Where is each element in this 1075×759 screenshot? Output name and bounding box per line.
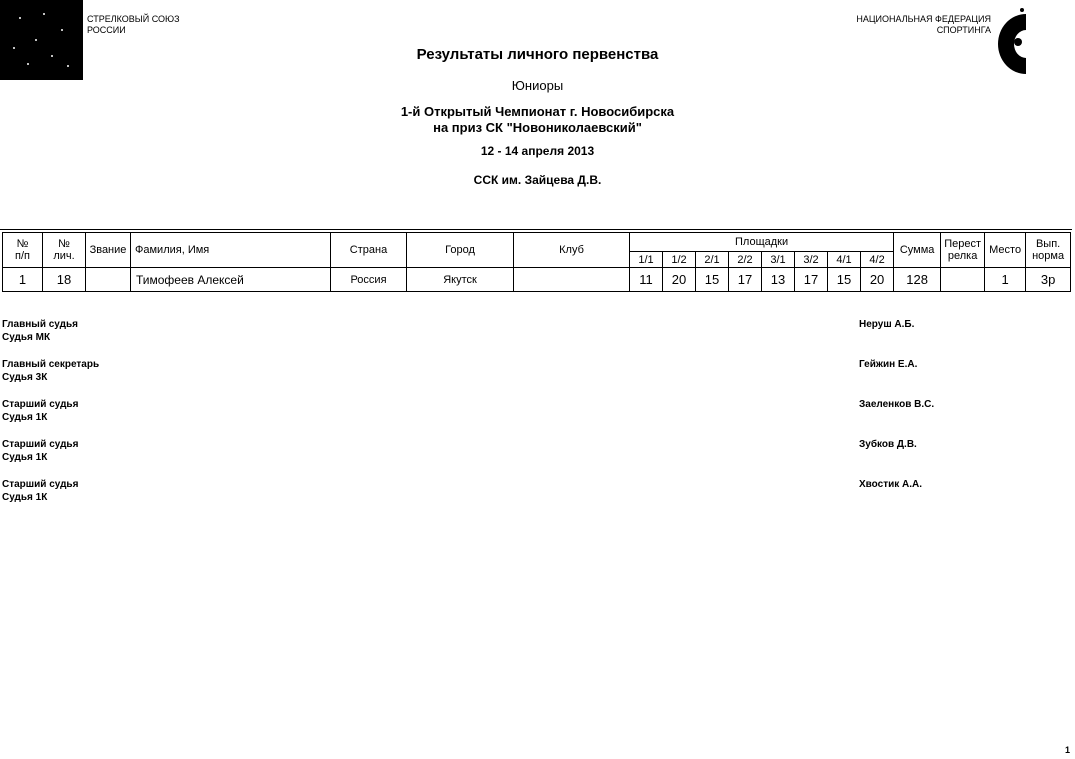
header-ranges: Площадки xyxy=(630,233,894,252)
table-row xyxy=(3,268,1071,292)
official-role: Старший судья xyxy=(2,479,79,490)
header-range-4-1: 4/1 xyxy=(828,252,861,268)
official-person: Хвостик А.А. xyxy=(859,479,923,490)
header-range-2-2: 2/2 xyxy=(729,252,762,268)
table-top-rule xyxy=(0,229,1072,230)
official-person: Неруш А.Б. xyxy=(859,319,915,330)
official-person: Заеленков В.С. xyxy=(859,399,935,410)
header-num-line-1: № xyxy=(16,238,29,250)
header-rank: Звание xyxy=(86,233,131,268)
header-norm-line-1: Вып. xyxy=(1035,238,1061,250)
header-shootoff-line-2: релка xyxy=(947,250,978,262)
header-id-line-1: № xyxy=(58,238,70,250)
event-dates: 12 - 14 апреля 2013 xyxy=(480,144,595,158)
official-category: Судья МК xyxy=(2,332,51,343)
officials-list xyxy=(2,318,1002,518)
official-role: Главный секретарь xyxy=(2,359,100,370)
event-name xyxy=(0,104,1075,136)
org-right-name xyxy=(830,14,991,36)
cell-club xyxy=(514,268,630,292)
official-person: Зубков Д.В. xyxy=(859,439,917,450)
header-shootoff-line-1: Перест xyxy=(944,238,982,250)
page-number: 1 xyxy=(1064,745,1070,755)
cell-rank xyxy=(86,268,131,292)
official-person: Гейжин Е.А. xyxy=(859,359,918,370)
cell-score-3-2: 17 xyxy=(795,268,828,292)
cell-score-4-1: 15 xyxy=(828,268,861,292)
org-left-line-2: РОССИИ xyxy=(87,25,126,35)
org-left-line-1: СТРЕЛКОВЫЙ СОЮЗ xyxy=(87,14,180,24)
official-entry xyxy=(2,318,1002,358)
cell-country: Россия xyxy=(331,268,407,292)
cell-norm: 3р xyxy=(1026,268,1071,292)
official-role: Старший судья xyxy=(2,399,79,410)
official-entry xyxy=(2,398,1002,438)
official-entry xyxy=(2,438,1002,478)
header-range-2-1: 2/1 xyxy=(696,252,729,268)
official-role: Главный судья xyxy=(2,319,78,330)
cell-total: 128 xyxy=(894,268,941,292)
page-title: Результаты личного первенства xyxy=(416,46,659,63)
official-entry xyxy=(2,358,1002,398)
header-range-1-2: 1/2 xyxy=(663,252,696,268)
cell-score-1-2: 20 xyxy=(663,268,696,292)
header-range-4-2: 4/2 xyxy=(861,252,894,268)
cell-score-4-2: 20 xyxy=(861,268,894,292)
cell-city: Якутск xyxy=(407,268,514,292)
header-total: Сумма xyxy=(894,233,941,268)
cell-name: Тимофеев Алексей xyxy=(131,268,331,292)
header-name: Фамилия, Имя xyxy=(131,233,331,268)
header-num xyxy=(3,233,43,268)
header-club: Клуб xyxy=(514,233,630,268)
cell-score-2-1: 15 xyxy=(696,268,729,292)
header-norm xyxy=(1026,233,1071,268)
header-norm-line-2: норма xyxy=(1032,250,1065,262)
header-city: Город xyxy=(407,233,514,268)
official-category: Судья 1К xyxy=(2,492,48,503)
header-place: Место xyxy=(985,233,1026,268)
event-venue: ССК им. Зайцева Д.В. xyxy=(473,173,602,187)
header-id xyxy=(43,233,86,268)
org-right-line-2: СПОРТИНГА xyxy=(936,25,991,35)
cell-shootoff xyxy=(941,268,985,292)
cell-score-2-2: 17 xyxy=(729,268,762,292)
cell-score-3-1: 13 xyxy=(762,268,795,292)
header-shootoff xyxy=(941,233,985,268)
cell-id: 18 xyxy=(43,268,86,292)
header-range-3-1: 3/1 xyxy=(762,252,795,268)
official-category: Судья 3К xyxy=(2,372,48,383)
org-left-name xyxy=(87,14,180,36)
official-category: Судья 1К xyxy=(2,412,48,423)
results-table xyxy=(2,232,1071,292)
header-range-3-2: 3/2 xyxy=(795,252,828,268)
header-num-line-2: п/п xyxy=(15,250,30,262)
official-entry xyxy=(2,478,1002,518)
cell-place: 1 xyxy=(985,268,1026,292)
sporting-federation-logo xyxy=(996,6,1026,76)
cell-score-1-1: 11 xyxy=(630,268,663,292)
official-role: Старший судья xyxy=(2,439,79,450)
org-right-line-1: НАЦИОНАЛЬНАЯ ФЕДЕРАЦИЯ xyxy=(856,14,991,24)
header-country: Страна xyxy=(331,233,407,268)
cell-num: 1 xyxy=(3,268,43,292)
event-line-1: 1-й Открытый Чемпионат г. Новосибирска xyxy=(400,104,675,119)
category-label: Юниоры xyxy=(511,78,564,93)
event-line-2: на приз СК "Новониколаевский" xyxy=(433,120,642,135)
header-id-line-2: лич. xyxy=(53,250,75,262)
shooting-union-logo xyxy=(0,0,83,80)
header-range-1-1: 1/1 xyxy=(630,252,663,268)
official-category: Судья 1К xyxy=(2,452,48,463)
